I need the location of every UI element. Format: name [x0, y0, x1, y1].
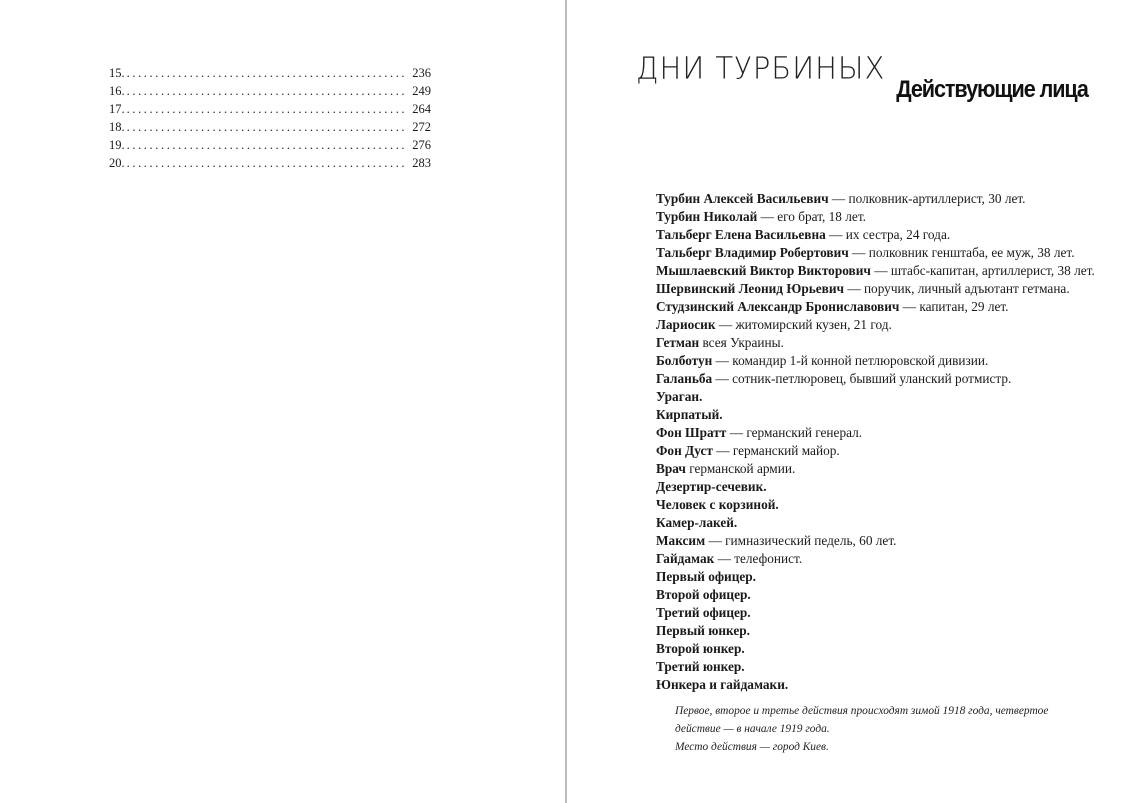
cast-entry	[656, 280, 1106, 298]
toc-row	[109, 100, 431, 118]
page-gutter-divider	[565, 0, 567, 803]
character-description: — гимназический педель, 60 лет.	[705, 533, 897, 548]
cast-entry	[656, 244, 1106, 262]
cast-entry	[656, 190, 1106, 208]
toc-chapter-number: 20.	[109, 156, 125, 170]
toc-chapter-number: 17.	[109, 102, 125, 116]
cast-entry	[656, 604, 1106, 622]
toc-row	[109, 154, 431, 172]
character-name: Фон Дуст	[656, 443, 713, 458]
toc-leader-dots	[127, 64, 407, 82]
character-description: — полковник генштаба, ее муж, 38 лет.	[848, 245, 1075, 260]
character-name: Гетман	[656, 335, 700, 350]
cast-entry	[656, 208, 1106, 226]
character-name: Болботун	[656, 353, 713, 368]
cast-entry	[656, 514, 1106, 532]
character-name: Тальберг Елена Васильевна	[656, 227, 826, 242]
toc-page-number: 272	[412, 120, 431, 134]
character-name: Камер-лакей.	[656, 515, 738, 530]
character-name: Студзинский Александр Брониславович	[656, 299, 900, 314]
cast-entry	[656, 442, 1106, 460]
character-name: Первый юнкер.	[656, 623, 750, 638]
cast-entry	[656, 226, 1106, 244]
toc-row	[109, 136, 431, 154]
character-name: Третий юнкер.	[656, 659, 745, 674]
character-name: Дезертир-сечевик.	[656, 479, 767, 494]
toc-leader-dots	[127, 100, 407, 118]
toc-row	[109, 64, 431, 82]
character-name: Второй юнкер.	[656, 641, 745, 656]
cast-entry	[656, 298, 1106, 316]
character-name: Тальберг Владимир Робертович	[656, 245, 849, 260]
toc-row	[109, 118, 431, 136]
toc-page-number: 236	[412, 66, 431, 80]
cast-entry	[656, 640, 1106, 658]
character-description: — сотник-петлюровец, бывший уланский ротмистр.	[712, 371, 1012, 386]
toc-leader-dots	[127, 118, 407, 136]
toc-leader-dots	[127, 82, 407, 100]
character-name: Мышлаевский Виктор Викторович	[656, 263, 871, 278]
character-name: Второй офицер.	[656, 587, 751, 602]
cast-entry	[656, 334, 1106, 352]
play-title: ДНИ ТУРБИНЫХ	[636, 50, 886, 86]
character-description: — германский майор.	[712, 443, 840, 458]
character-name: Кирпатый.	[656, 407, 723, 422]
stage-note-line: Место действия — город Киев.	[675, 741, 829, 753]
cast-entry	[656, 406, 1106, 424]
table-of-contents	[109, 64, 431, 172]
cast-entry	[656, 658, 1106, 676]
toc-page-number: 283	[412, 156, 431, 170]
character-name: Галаньба	[656, 371, 713, 386]
character-description: — их сестра, 24 года.	[825, 227, 951, 242]
character-name: Турбин Алексей Васильевич	[656, 191, 829, 206]
character-description: — полковник-артиллерист, 30 лет.	[828, 191, 1026, 206]
cast-list	[656, 190, 1106, 694]
toc-leader-dots	[127, 136, 407, 154]
cast-entry	[656, 316, 1106, 334]
character-description: всея Украины.	[699, 335, 784, 350]
character-description: — телефонист.	[714, 551, 803, 566]
toc-leader-dots	[127, 154, 407, 172]
character-name: Гайдамак	[656, 551, 715, 566]
cast-entry	[656, 676, 1106, 694]
character-name: Лариосик	[656, 317, 716, 332]
toc-page-number: 264	[412, 102, 431, 116]
stage-note-line: Первое, второе и третье действия происходят зимой 1918 года, четвертое	[675, 705, 1049, 717]
character-name: Максим	[656, 533, 706, 548]
character-description: — его брат, 18 лет.	[757, 209, 866, 224]
cast-entry	[656, 460, 1106, 478]
cast-entry	[656, 568, 1106, 586]
cast-entry	[656, 622, 1106, 640]
character-description: — германский генерал.	[726, 425, 863, 440]
character-name: Шервинский Леонид Юрьевич	[656, 281, 844, 296]
character-name: Врач	[656, 461, 686, 476]
character-description: — капитан, 29 лет.	[899, 299, 1009, 314]
character-name: Турбин Николай	[656, 209, 758, 224]
section-heading: Действующие лица	[896, 76, 1088, 103]
character-description: — командир 1-й конной петлюровской дивизии.	[712, 353, 989, 368]
character-description: — штабс-капитан, артиллерист, 38 лет.	[870, 263, 1095, 278]
toc-chapter-number: 19.	[109, 138, 125, 152]
toc-chapter-number: 16.	[109, 84, 125, 98]
stage-note-line: действие — в начале 1919 года.	[675, 723, 830, 735]
toc-page-number: 249	[412, 84, 431, 98]
cast-entry	[656, 424, 1106, 442]
cast-entry	[656, 262, 1106, 280]
character-name: Человек с корзиной.	[656, 497, 779, 512]
toc-chapter-number: 15.	[109, 66, 125, 80]
cast-entry	[656, 388, 1106, 406]
character-name: Третий офицер.	[656, 605, 751, 620]
toc-page-number: 276	[412, 138, 431, 152]
character-name: Ураган.	[656, 389, 703, 404]
toc-chapter-number: 18.	[109, 120, 125, 134]
cast-entry	[656, 586, 1106, 604]
stage-notes	[675, 702, 1075, 756]
character-name: Юнкера и гайдамаки.	[656, 677, 789, 692]
cast-entry	[656, 550, 1106, 568]
toc-row	[109, 82, 431, 100]
character-description: — житомирский кузен, 21 год.	[715, 317, 892, 332]
cast-entry	[656, 532, 1106, 550]
cast-entry	[656, 352, 1106, 370]
cast-entry	[656, 478, 1106, 496]
character-description: — поручик, личный адъютант гетмана.	[844, 281, 1070, 296]
character-name: Фон Шратт	[656, 425, 727, 440]
character-name: Первый офицер.	[656, 569, 756, 584]
cast-entry	[656, 370, 1106, 388]
character-description: германской армии.	[685, 461, 796, 476]
cast-entry	[656, 496, 1106, 514]
